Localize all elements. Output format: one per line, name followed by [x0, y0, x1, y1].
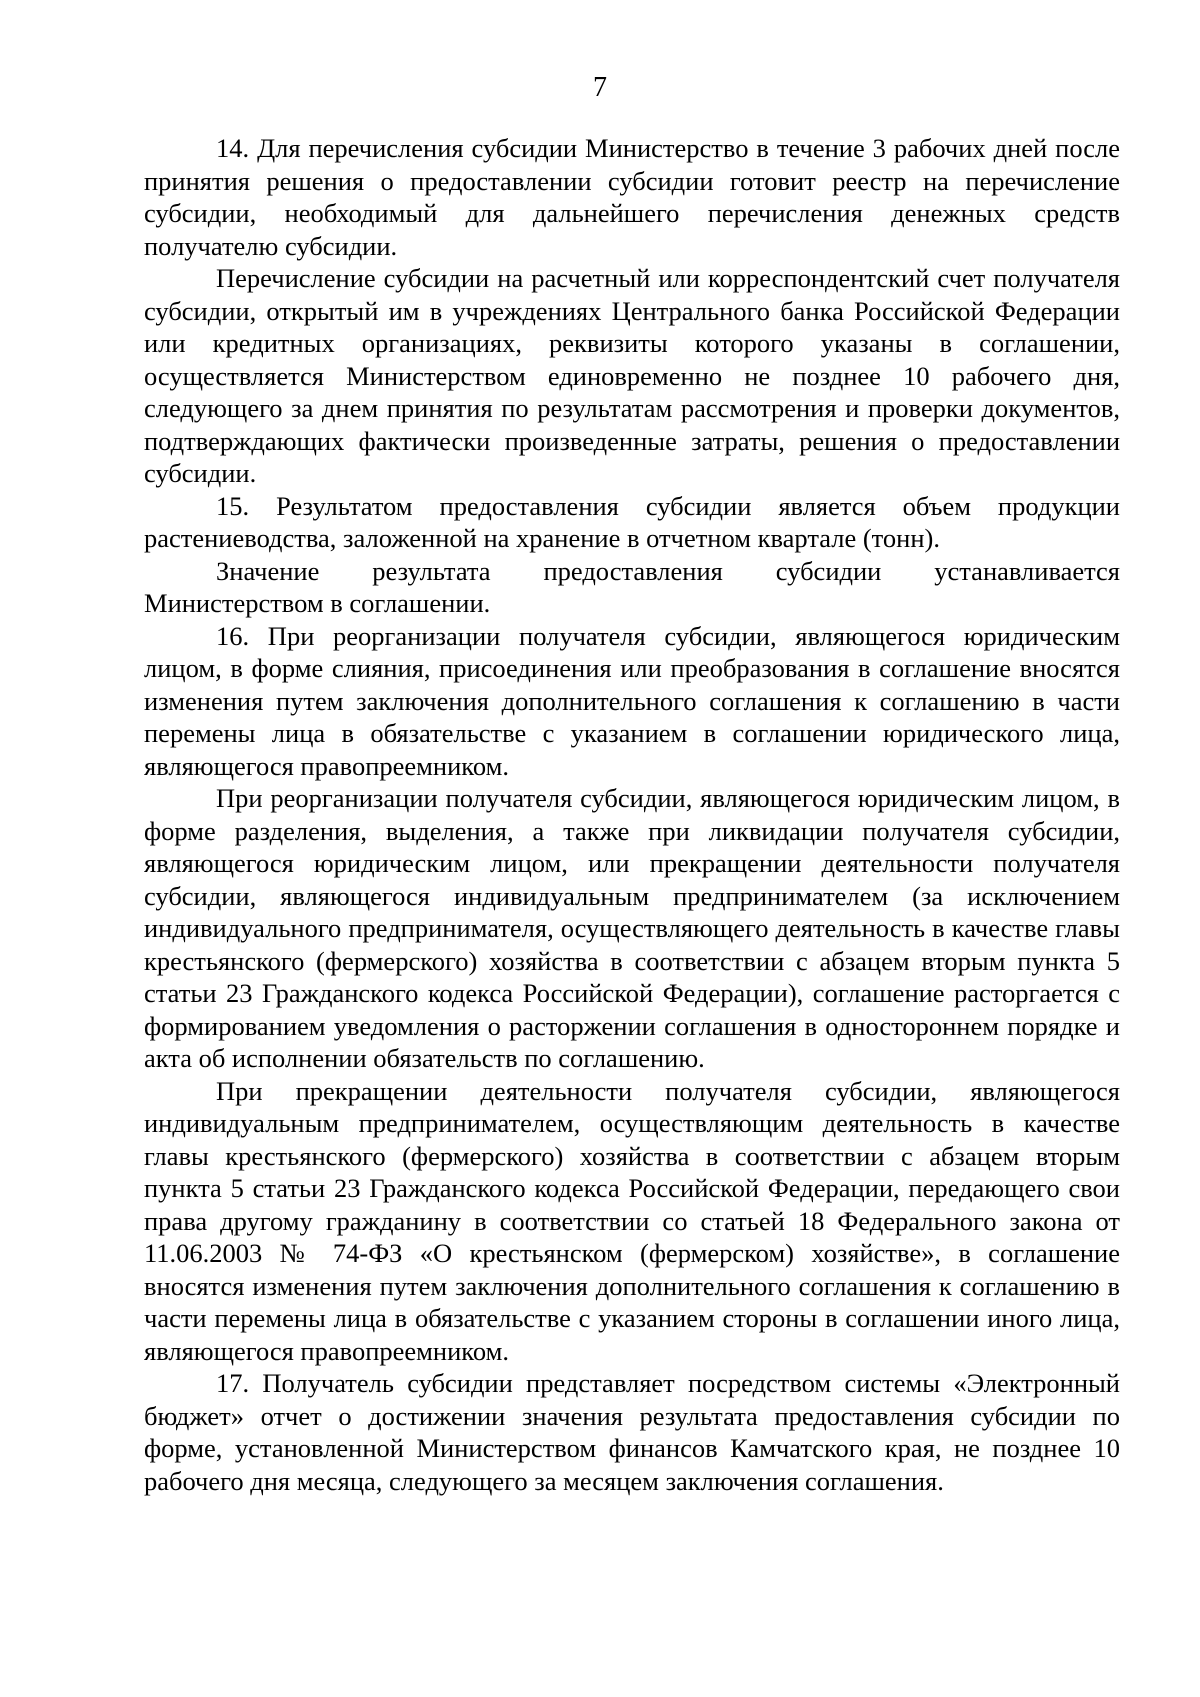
paragraph-15: 15. Результатом предоставления субсидии является объем продукции растениеводства, заложенной на хранение в отчетном квартале (тонн). — [144, 490, 1120, 553]
paragraph-16-reorganization: При реорганизации получателя субсидии, являющегося юридическим лицом, в форме разделения, выделения, а также при ликвидации получателя субсидии, являющегося юридическим лицом, или прекращении деятельности получателя субсидии, являющегося индивидуальным предпринимателем (за исключением индивидуального предпринимателя, осуществляющего деятельность в качестве главы крестьянского (фермерского) хозяйства в соответствии с абзацем вторым пункта 5 статьи 23 Гражданского кодекса Российской Федерации), соглашение расторгается с формированием уведомления о расторжении соглашения в одностороннем порядке и акта об исполнении обязательств по соглашению. — [144, 783, 1120, 1073]
page-number: 7 — [593, 72, 607, 103]
paragraph-15-result-value: Значение результата предоставления субсидии устанавливается Министерством в соглашении. — [144, 555, 1120, 618]
paragraph-16-termination: При прекращении деятельности получателя субсидии, являющегося индивидуальным предпринимателем, осуществляющим деятельность в качестве главы крестьянского (фермерского) хозяйства в соответствии с абзацем вторым пункта 5 статьи 23 Гражданского кодекса Российской Федерации, передающего свои права другому гражданину в соответствии со статьей 18 Федерального закона от 11.06.2003 № 74-ФЗ «О крестьянском (фермерском) хозяйстве», в соглашение вносятся изменения путем заключения дополнительного соглашения к соглашению в части перемены лица в обязательстве с указанием стороны в соглашении иного лица, являющегося правопреемником. — [144, 1075, 1120, 1366]
paragraph-14-transfer: Перечисление субсидии на расчетный или корреспондентский счет получателя субсидии, открытый им в учреждениях Центрального банка Российской Федерации или кредитных организациях, реквизиты которого указаны в соглашении, осуществляется Министерством единовременно не позднее 10 рабочего дня, следующего за днем принятия по результатам рассмотрения и проверки документов, подтверждающих фактически произведенные затраты, решения о предоставлении субсидии. — [144, 263, 1120, 488]
paragraph-14: 14. Для перечисления субсидии Министерство в течение 3 рабочих дней после принятия решения о предоставлении субсидии готовит реестр на перечисление субсидии, необходимый для дальнейшего перечисления денежных средств получателю субсидии. — [144, 133, 1120, 261]
paragraph-16: 16. При реорганизации получателя субсидии, являющегося юридическим лицом, в форме слияния, присоединения или преобразования в соглашение вносятся изменения путем заключения дополнительного соглашения к соглашению в части перемены лица в обязательстве с указанием в соглашении юридического лица, являющегося правопреемником. — [144, 620, 1120, 781]
document-body — [144, 132, 1120, 1497]
paragraph-17: 17. Получатель субсидии представляет посредством системы «Электронный бюджет» отчет о достижении значения результата предоставления субсидии по форме, установленной Министерством финансов Камчатского края, не позднее 10 рабочего дня месяца, следующего за месяцем заключения соглашения. — [144, 1368, 1120, 1496]
